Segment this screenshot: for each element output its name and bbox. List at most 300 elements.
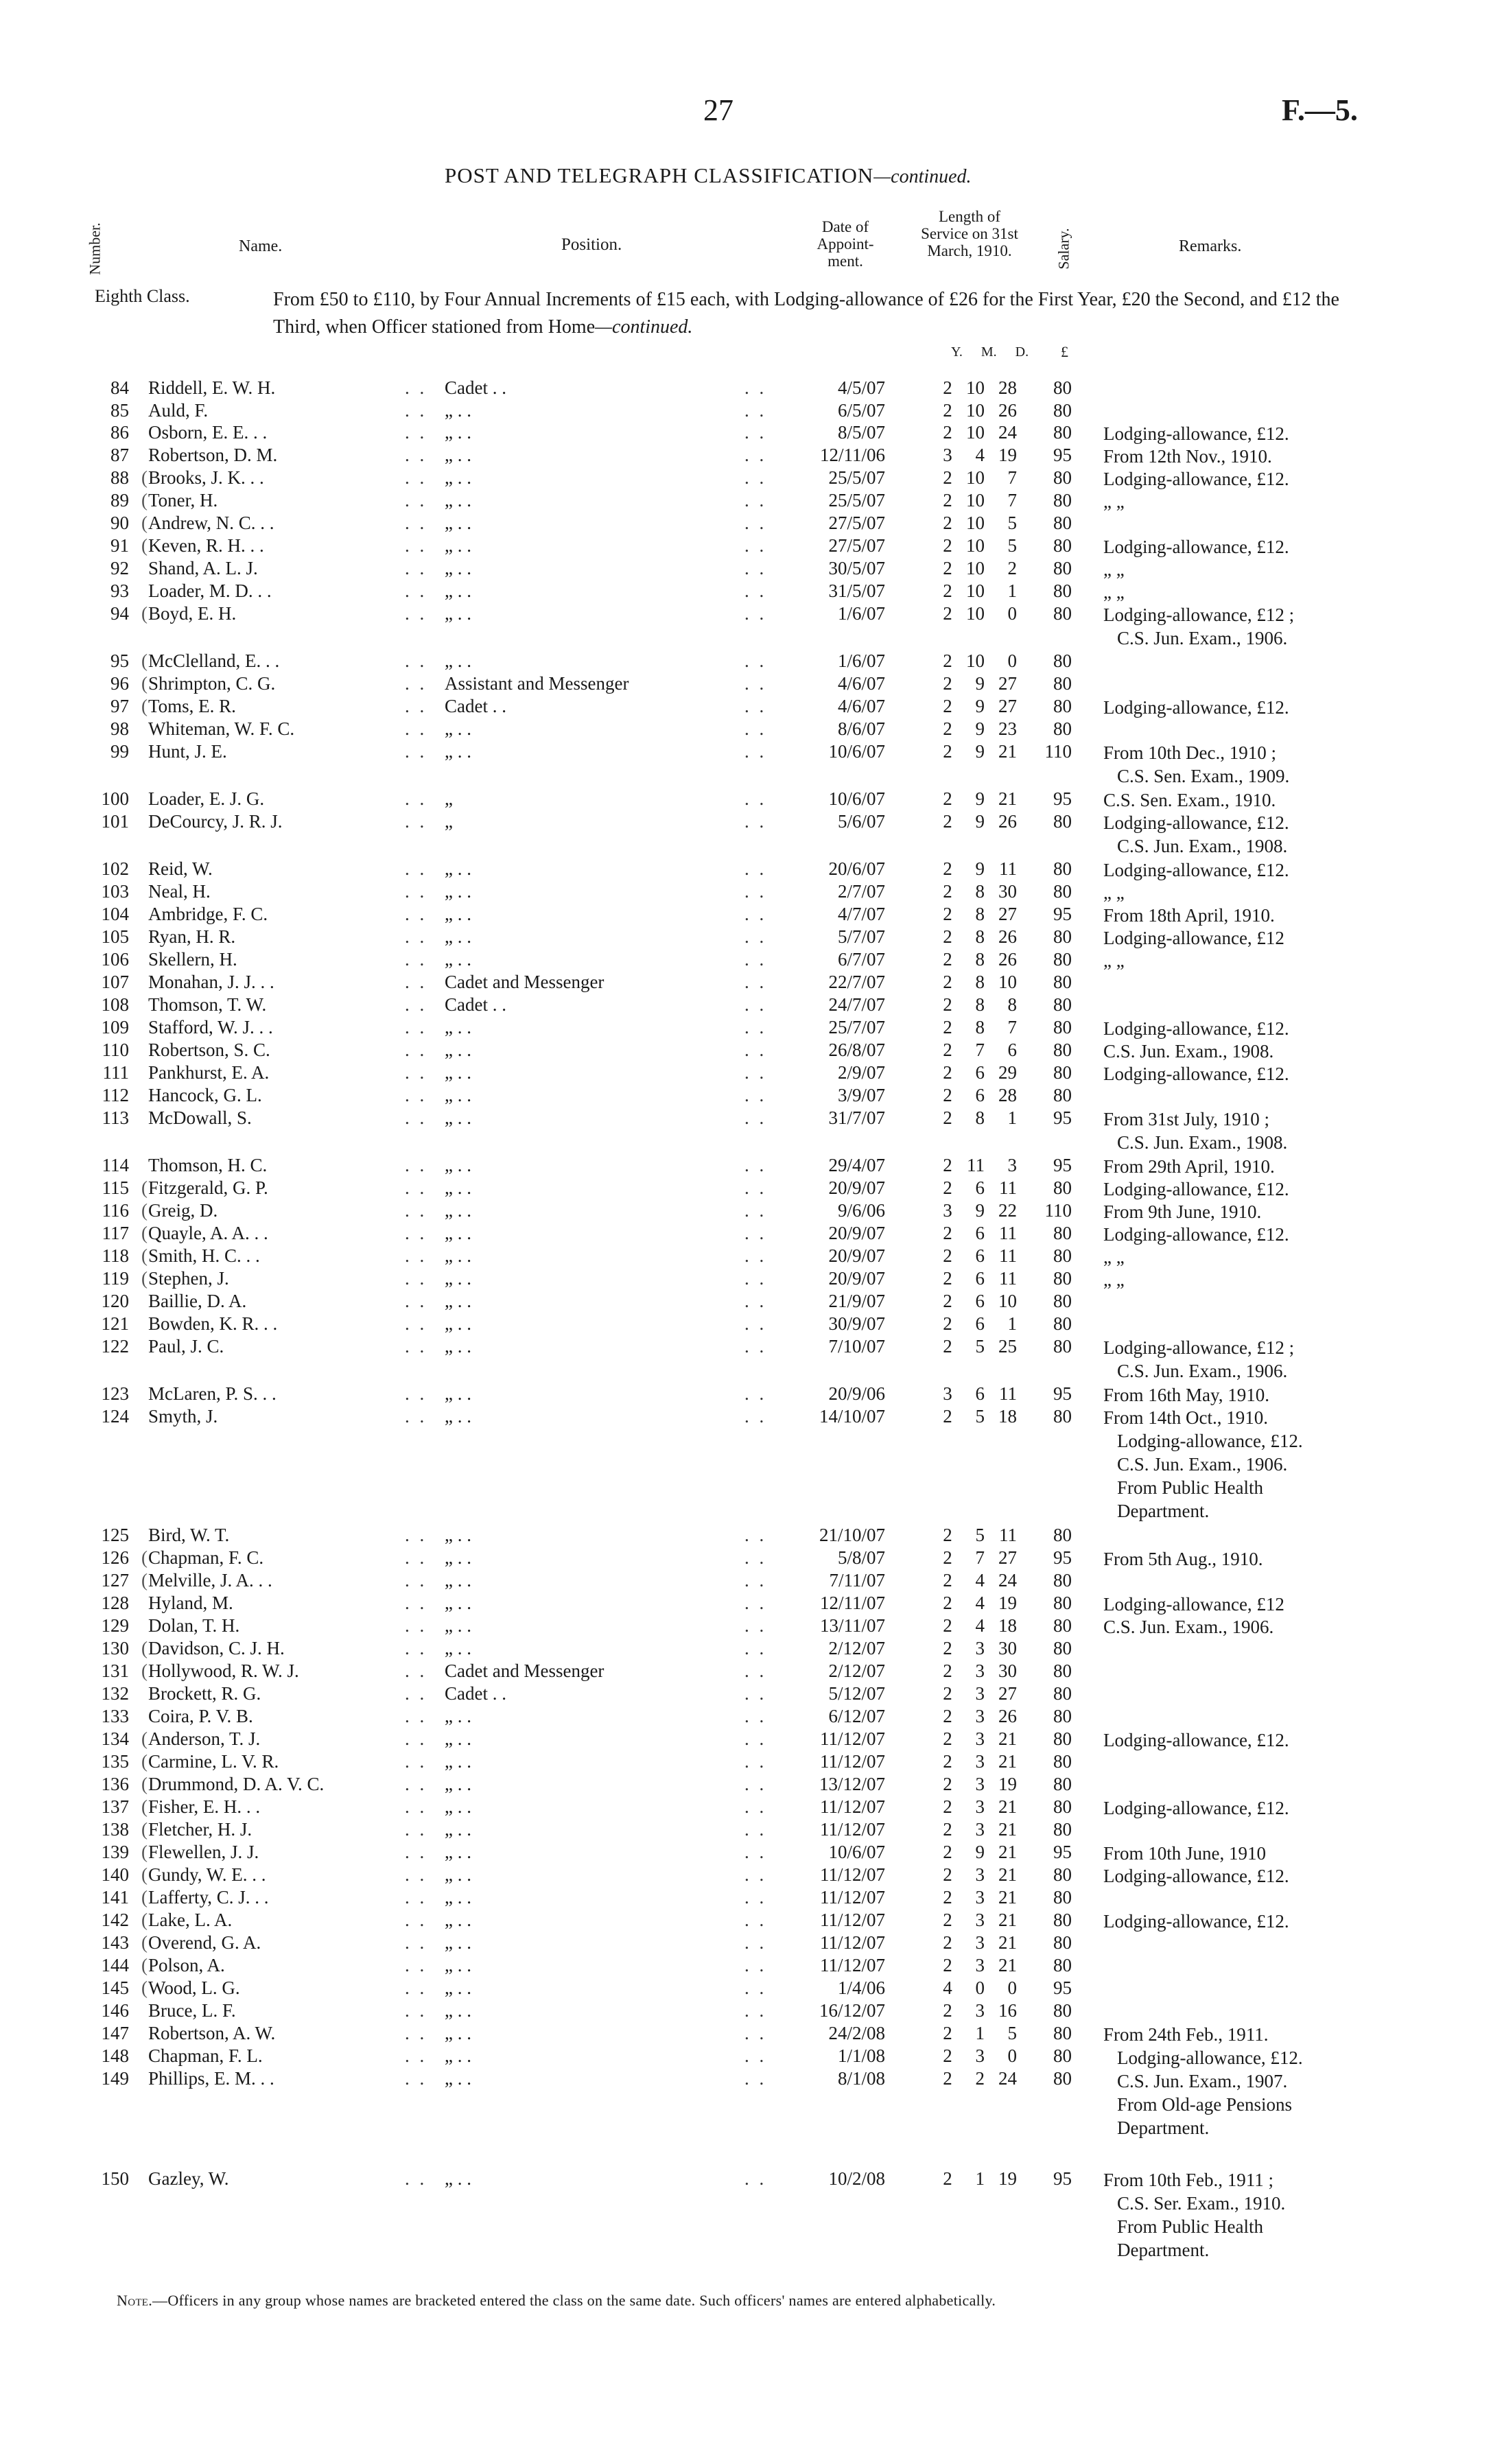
remarks xyxy=(1103,2168,1285,2262)
officer-name: Ambridge, F. C. xyxy=(148,904,268,924)
salary: 80 xyxy=(1053,1268,1072,1289)
leader-dots: . . xyxy=(405,1040,427,1060)
leader-dots: . . xyxy=(405,1177,427,1198)
leader-dots: . . xyxy=(744,972,767,992)
leader-dots: . . xyxy=(405,1683,427,1704)
position: „ . . xyxy=(445,2068,471,2089)
remark-line: C.S. Jun. Exam., 1908. xyxy=(1117,1132,1288,1153)
table-row xyxy=(0,1728,1491,1753)
service-years: 2 xyxy=(943,1751,952,1772)
row-number: 138 xyxy=(101,1819,129,1840)
table-row xyxy=(0,718,1491,743)
service-months: 8 xyxy=(975,972,985,992)
position: „ . . xyxy=(445,1955,471,1975)
remark-line: From 16th May, 1910. xyxy=(1103,1385,1269,1405)
remark-line: Lodging-allowance, £12. xyxy=(1103,1224,1289,1245)
officer-name: Pankhurst, E. A. xyxy=(148,1062,270,1083)
service-months: 9 xyxy=(975,811,985,832)
service-years: 3 xyxy=(943,1383,952,1404)
service-days: 11 xyxy=(999,1525,1017,1545)
leader-dots: . . xyxy=(744,673,767,694)
leader-dots: . . xyxy=(405,1062,427,1083)
officer-name: Boyd, E. H. xyxy=(148,603,237,624)
service-months: 3 xyxy=(975,1728,985,1749)
header-number-label: Number. xyxy=(86,222,104,275)
officer-name: Paul, J. C. xyxy=(148,1336,224,1357)
table-row xyxy=(0,741,1491,786)
table-row xyxy=(0,1291,1491,1315)
table-row xyxy=(0,490,1491,515)
service-days: 27 xyxy=(998,696,1017,716)
service-months: 6 xyxy=(975,1085,985,1105)
service-months: 11 xyxy=(967,1155,985,1175)
remarks xyxy=(1103,1200,1261,1223)
service-years: 2 xyxy=(943,1223,952,1243)
service-days: 0 xyxy=(1007,650,1017,671)
leader-dots: . . xyxy=(405,696,427,716)
remark-line: Lodging-allowance, £12. xyxy=(1103,537,1289,557)
table-row xyxy=(0,513,1491,537)
remark-line: C.S. Ser. Exam., 1910. xyxy=(1117,2193,1286,2214)
service-months: 3 xyxy=(975,1910,985,1930)
table-row xyxy=(0,445,1491,469)
service-months: 3 xyxy=(975,2000,985,2021)
remarks xyxy=(1103,949,1125,972)
salary: 80 xyxy=(1053,467,1072,488)
remark-line: C.S. Jun. Exam., 1907. xyxy=(1117,2071,1288,2091)
row-number: 103 xyxy=(101,881,129,902)
table-row xyxy=(0,949,1491,974)
service-years: 2 xyxy=(943,1313,952,1334)
remark-line: From Public Health xyxy=(1117,1477,1263,1498)
leader-dots: . . xyxy=(405,580,427,601)
remark-line: Lodging-allowance, £12 xyxy=(1103,1594,1284,1615)
table-row xyxy=(0,535,1491,560)
service-months: 8 xyxy=(975,926,985,947)
officer-name: Hyland, M. xyxy=(148,1593,233,1613)
leader-dots: . . xyxy=(405,1661,427,1681)
service-years: 2 xyxy=(943,2045,952,2066)
class-description xyxy=(273,286,1364,341)
salary: 80 xyxy=(1053,513,1072,533)
service-months: 2 xyxy=(975,2068,985,2089)
service-months: 10 xyxy=(966,490,985,511)
remarks xyxy=(1103,580,1125,604)
row-number: 127 xyxy=(101,1570,129,1591)
position: „ . . xyxy=(445,1706,471,1726)
position: „ . . xyxy=(445,1887,471,1908)
appointment-date: 10/6/07 xyxy=(828,1842,885,1862)
leader-dots: . . xyxy=(405,972,427,992)
leader-dots: . . xyxy=(744,1040,767,1060)
position: „ . . xyxy=(445,1615,471,1636)
bracket-mark: ( xyxy=(141,1661,148,1681)
appointment-date: 27/5/07 xyxy=(828,535,885,556)
table-row xyxy=(0,1683,1491,1708)
service-months: 4 xyxy=(975,1593,985,1613)
service-years: 2 xyxy=(943,994,952,1015)
service-years: 2 xyxy=(943,1177,952,1198)
leader-dots: . . xyxy=(405,1525,427,1545)
officer-name: Loader, M. D. . . xyxy=(148,580,272,601)
service-days: 21 xyxy=(998,741,1017,762)
remarks xyxy=(1103,1268,1125,1291)
service-months: 4 xyxy=(975,445,985,465)
leader-dots: . . xyxy=(744,788,767,809)
salary: 80 xyxy=(1053,1040,1072,1060)
position: „ . . xyxy=(445,1245,471,1266)
remark-line: Department. xyxy=(1117,1501,1210,1521)
row-number: 116 xyxy=(102,1200,129,1221)
table-row xyxy=(0,1978,1491,2002)
row-number: 101 xyxy=(101,811,129,832)
appointment-date: 1/1/08 xyxy=(837,2045,885,2066)
salary: 80 xyxy=(1053,811,1072,832)
remark-line: C.S. Sen. Exam., 1909. xyxy=(1117,766,1290,786)
remark-line: „ „ xyxy=(1103,882,1125,903)
salary: 80 xyxy=(1053,994,1072,1015)
leader-dots: . . xyxy=(744,1406,767,1427)
position: „ . . xyxy=(445,422,471,443)
row-number: 133 xyxy=(101,1706,129,1726)
unit-months: M. xyxy=(981,344,997,360)
officer-name: Anderson, T. J. xyxy=(148,1728,261,1749)
service-months: 9 xyxy=(975,673,985,694)
table-row xyxy=(0,1864,1491,1889)
remarks xyxy=(1103,788,1276,812)
leader-dots: . . xyxy=(744,1085,767,1105)
service-days: 19 xyxy=(998,445,1017,465)
position: „ . . xyxy=(445,1774,471,1794)
leader-dots: . . xyxy=(405,400,427,421)
position: „ . . xyxy=(445,1547,471,1568)
row-number: 142 xyxy=(101,1910,129,1930)
service-days: 10 xyxy=(998,1291,1017,1311)
table-row xyxy=(0,811,1491,856)
officer-name: Brooks, J. K. . . xyxy=(148,467,264,488)
table-row xyxy=(0,1017,1491,1042)
unit-pound: £ xyxy=(1061,343,1068,360)
leader-dots: . . xyxy=(405,1796,427,1817)
row-number: 128 xyxy=(101,1593,129,1613)
remarks xyxy=(1103,558,1125,581)
service-years: 2 xyxy=(943,1728,952,1749)
salary: 80 xyxy=(1053,1062,1072,1083)
remark-line: C.S. Jun. Exam., 1906. xyxy=(1103,1617,1274,1637)
position: Cadet and Messenger xyxy=(445,972,604,992)
bracket-mark: ( xyxy=(141,490,148,511)
service-months: 8 xyxy=(975,1017,985,1037)
position: „ . . xyxy=(445,1593,471,1613)
table-row xyxy=(0,673,1491,698)
remark-line: „ „ xyxy=(1103,582,1125,602)
officer-name: McClelland, E. . . xyxy=(148,650,280,671)
officer-name: Monahan, J. J. . . xyxy=(148,972,274,992)
appointment-date: 24/7/07 xyxy=(828,994,885,1015)
leader-dots: . . xyxy=(405,1155,427,1175)
service-days: 11 xyxy=(999,1383,1017,1404)
service-days: 18 xyxy=(998,1615,1017,1636)
row-number: 147 xyxy=(101,2023,129,2043)
leader-dots: . . xyxy=(405,1085,427,1105)
position: „ . . xyxy=(445,1638,471,1658)
service-days: 26 xyxy=(998,926,1017,947)
leader-dots: . . xyxy=(405,467,427,488)
remark-line: C.S. Jun. Exam., 1906. xyxy=(1117,1454,1288,1475)
leader-dots: . . xyxy=(405,881,427,902)
salary: 80 xyxy=(1053,603,1072,624)
leader-dots: . . xyxy=(405,1223,427,1243)
row-number: 141 xyxy=(101,1887,129,1908)
table-row xyxy=(0,1774,1491,1798)
service-days: 19 xyxy=(998,2168,1017,2189)
row-number: 149 xyxy=(101,2068,129,2089)
leader-dots: . . xyxy=(744,650,767,671)
appointment-date: 26/8/07 xyxy=(828,1040,885,1060)
service-years: 2 xyxy=(943,1570,952,1591)
row-number: 115 xyxy=(102,1177,129,1198)
leader-dots: . . xyxy=(405,1593,427,1613)
leader-dots: . . xyxy=(744,1910,767,1930)
service-months: 5 xyxy=(975,1525,985,1545)
header-position: Position. xyxy=(561,235,622,254)
position: „ . . xyxy=(445,1200,471,1221)
remark-line: From 31st July, 1910 ; xyxy=(1103,1109,1270,1129)
service-days: 23 xyxy=(998,718,1017,739)
service-years: 2 xyxy=(943,1842,952,1862)
row-number: 143 xyxy=(101,1932,129,1953)
leader-dots: . . xyxy=(744,558,767,578)
position: „ . . xyxy=(445,1751,471,1772)
header-salary xyxy=(1050,207,1077,290)
service-days: 8 xyxy=(1007,994,1017,1015)
row-number: 102 xyxy=(101,858,129,879)
remarks xyxy=(1103,422,1289,445)
officer-name: Toner, H. xyxy=(148,490,218,511)
leader-dots: . . xyxy=(744,1932,767,1953)
remarks xyxy=(1103,881,1125,904)
position: „ . . xyxy=(445,1842,471,1862)
leader-dots: . . xyxy=(405,904,427,924)
service-years: 2 xyxy=(943,1774,952,1794)
officer-name: Chapman, F. C. xyxy=(148,1547,264,1568)
leader-dots: . . xyxy=(405,445,427,465)
remark-line: Department. xyxy=(1117,2240,1210,2260)
service-months: 10 xyxy=(966,650,985,671)
salary: 80 xyxy=(1053,2068,1072,2089)
position: „ . . xyxy=(445,858,471,879)
service-years: 2 xyxy=(943,949,952,970)
table-row xyxy=(0,1615,1491,1640)
officer-name: Bird, W. T. xyxy=(148,1525,230,1545)
appointment-date: 11/12/07 xyxy=(819,1751,885,1772)
row-number: 140 xyxy=(101,1864,129,1885)
position: „ . . xyxy=(445,1819,471,1840)
leader-dots: . . xyxy=(405,535,427,556)
table-row xyxy=(0,2068,1491,2093)
service-months: 9 xyxy=(975,788,985,809)
position: „ . . xyxy=(445,741,471,762)
remark-line: From 10th Feb., 1911 ; xyxy=(1103,2170,1274,2190)
service-months: 3 xyxy=(975,1932,985,1953)
table-row xyxy=(0,1547,1491,1572)
header-remarks: Remarks. xyxy=(1179,237,1242,255)
remarks xyxy=(1103,1864,1289,1888)
position: „ . . xyxy=(445,2000,471,2021)
position: „ . . xyxy=(445,1062,471,1083)
salary: 80 xyxy=(1053,1177,1072,1198)
service-days: 10 xyxy=(998,972,1017,992)
service-years: 2 xyxy=(943,603,952,624)
leader-dots: . . xyxy=(405,2000,427,2021)
leader-dots: . . xyxy=(744,2168,767,2189)
table-row xyxy=(0,1268,1491,1293)
table-row xyxy=(0,422,1491,447)
position: „ . . xyxy=(445,1864,471,1885)
row-number: 84 xyxy=(110,377,129,398)
leader-dots: . . xyxy=(405,1978,427,1998)
bracket-mark: ( xyxy=(141,1774,148,1794)
remark-line: Lodging-allowance, £12 ; xyxy=(1103,605,1295,625)
leader-dots: . . xyxy=(744,1774,767,1794)
remark-line: Lodging-allowance, £12. xyxy=(1103,1018,1289,1039)
service-years: 2 xyxy=(943,535,952,556)
remarks xyxy=(1103,1177,1289,1201)
salary: 80 xyxy=(1053,1661,1072,1681)
remark-line: Lodging-allowance, £12. xyxy=(1103,697,1289,718)
salary: 80 xyxy=(1053,673,1072,694)
remark-line: From 12th Nov., 1910. xyxy=(1103,446,1272,467)
position: „ . . xyxy=(445,1040,471,1060)
table-row xyxy=(0,1336,1491,1381)
service-months: 3 xyxy=(975,1774,985,1794)
remarks xyxy=(1103,1062,1289,1086)
officer-name: DeCourcy, J. R. J. xyxy=(148,811,283,832)
service-days: 27 xyxy=(998,904,1017,924)
remark-line: From 29th April, 1910. xyxy=(1103,1156,1275,1177)
service-days: 11 xyxy=(999,858,1017,879)
remarks xyxy=(1103,1728,1289,1752)
service-months: 9 xyxy=(975,696,985,716)
leader-dots: . . xyxy=(405,1638,427,1658)
table-row xyxy=(0,1796,1491,1821)
appointment-date: 25/5/07 xyxy=(828,467,885,488)
service-years: 2 xyxy=(943,718,952,739)
service-years: 2 xyxy=(943,788,952,809)
service-days: 26 xyxy=(998,1706,1017,1726)
salary: 80 xyxy=(1053,696,1072,716)
position: „ . . xyxy=(445,718,471,739)
leader-dots: . . xyxy=(744,1383,767,1404)
service-years: 2 xyxy=(943,1245,952,1266)
row-number: 104 xyxy=(101,904,129,924)
position: „ . . xyxy=(445,1910,471,1930)
leader-dots: . . xyxy=(405,949,427,970)
service-years: 2 xyxy=(943,881,952,902)
position: „ . . xyxy=(445,400,471,421)
leader-dots: . . xyxy=(744,513,767,533)
bracket-mark: ( xyxy=(141,1638,148,1658)
position: „ . . xyxy=(445,1383,471,1404)
service-days: 3 xyxy=(1007,1155,1017,1175)
remarks xyxy=(1103,1245,1125,1269)
officer-name: Robertson, S. C. xyxy=(148,1040,270,1060)
leader-dots: . . xyxy=(744,926,767,947)
leader-dots: . . xyxy=(405,1107,427,1128)
position: „ . . xyxy=(445,1017,471,1037)
officer-name: Overend, G. A. xyxy=(148,1932,261,1953)
appointment-date: 11/12/07 xyxy=(819,1887,885,1908)
position: „ . . xyxy=(445,650,471,671)
appointment-date: 20/6/07 xyxy=(828,858,885,879)
leader-dots: . . xyxy=(744,1661,767,1681)
appointment-date: 10/6/07 xyxy=(828,741,885,762)
service-months: 6 xyxy=(975,1291,985,1311)
leader-dots: . . xyxy=(744,1107,767,1128)
appointment-date: 7/10/07 xyxy=(828,1336,885,1357)
salary: 95 xyxy=(1053,2168,1072,2189)
position: „ . . xyxy=(445,1268,471,1289)
service-months: 9 xyxy=(975,858,985,879)
service-days: 0 xyxy=(1007,603,1017,624)
leader-dots: . . xyxy=(405,1291,427,1311)
service-days: 21 xyxy=(998,1728,1017,1749)
service-years: 2 xyxy=(943,696,952,716)
service-months: 3 xyxy=(975,1638,985,1658)
officer-name: Polson, A. xyxy=(148,1955,225,1975)
leader-dots: . . xyxy=(744,1177,767,1198)
officer-name: Riddell, E. W. H. xyxy=(148,377,276,398)
officer-name: Lake, L. A. xyxy=(148,1910,233,1930)
service-months: 5 xyxy=(975,1406,985,1427)
service-years: 2 xyxy=(943,1062,952,1083)
leader-dots: . . xyxy=(744,490,767,511)
appointment-date: 14/10/07 xyxy=(819,1406,885,1427)
officer-name: Stafford, W. J. . . xyxy=(148,1017,273,1037)
service-months: 10 xyxy=(966,400,985,421)
appointment-date: 1/6/07 xyxy=(837,650,885,671)
leader-dots: . . xyxy=(405,490,427,511)
officer-name: Gazley, W. xyxy=(148,2168,229,2189)
service-years: 2 xyxy=(943,513,952,533)
position: „ . . xyxy=(445,1313,471,1334)
service-months: 10 xyxy=(966,422,985,443)
leader-dots: . . xyxy=(405,1932,427,1953)
remarks xyxy=(1103,904,1275,927)
table-row xyxy=(0,580,1491,605)
service-days: 18 xyxy=(998,1406,1017,1427)
remark-line: From 14th Oct., 1910. xyxy=(1103,1407,1268,1428)
leader-dots: . . xyxy=(744,1955,767,1975)
salary: 80 xyxy=(1053,1910,1072,1930)
unit-years: Y. xyxy=(951,344,963,360)
leader-dots: . . xyxy=(405,2045,427,2066)
row-number: 145 xyxy=(101,1978,129,1998)
salary: 80 xyxy=(1053,1313,1072,1334)
row-number: 110 xyxy=(102,1040,129,1060)
service-days: 21 xyxy=(998,1864,1017,1885)
remarks xyxy=(1103,1040,1273,1063)
row-number: 123 xyxy=(101,1383,129,1404)
bracket-mark: ( xyxy=(141,1223,148,1243)
officer-name: Quayle, A. A. . . xyxy=(148,1223,268,1243)
officer-name: Brockett, R. G. xyxy=(148,1683,261,1704)
table-row xyxy=(0,1085,1491,1110)
row-number: 136 xyxy=(101,1774,129,1794)
service-days: 19 xyxy=(998,1593,1017,1613)
position: „ . . xyxy=(445,881,471,902)
appointment-date: 1/4/06 xyxy=(837,1978,885,1998)
